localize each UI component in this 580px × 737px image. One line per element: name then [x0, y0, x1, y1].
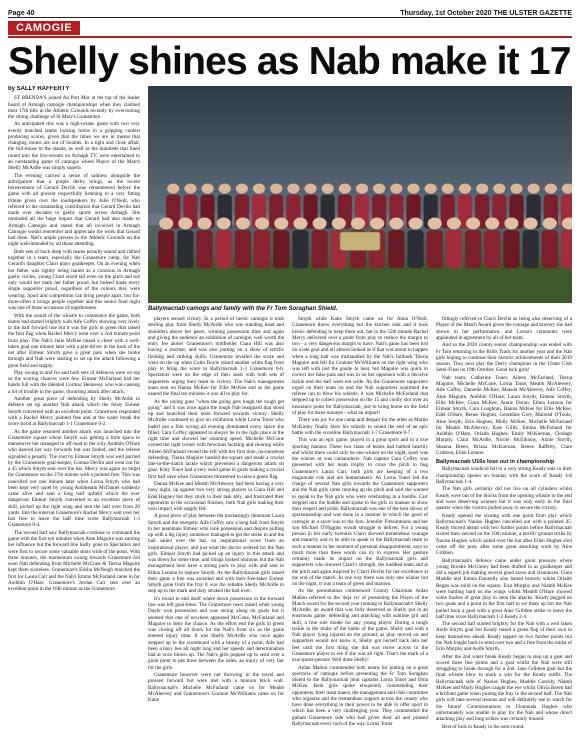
paragraph: Ballymacnab's defence came under great pressure where young Brooke McGinley had been drafted in as goalkeeper and did a superb job making several good saves and clearances. Clara Maddie and Emma Donnelly also batted bravely whilst Orlaith Regan was solid on the square. Erin Murphy and Niamh McKee were battling hard on the wings whilst Meabh O'Hare showed some flashes of great play to stem the attacks. Keady pegged on two goals and a point in the first half to set them up but the Nab pulled back a goal with a great Aine Gribben strike to leave the half time score Ballymacnab 1-2 Keady 2-4.: [436, 557, 572, 620]
paragraph: As anticipated this was a high-octane game with two very evenly matched teams locking horns in a gripping contest producing scores, given that the times we are in means that changing rooms are out of bounds. In a tight and close affair, the full-house in the stands, as well as the hundreds that lined round into the live-stream on Armagh TV, were entertained to an outstanding game of camogie where Player of the Match Shelly McArdle was simply superb.: [8, 121, 140, 172]
paragraph: Nab team: Catherine Toner, Aileen McFarland, Tierna Maguire, Michelle McCone, Lorna Toner, Meabh McAleevey, Aife Coffey, Danielle McKee, Maeula McAleevey, Aife Coffey, Aine Maguire, Aoibhin O'Hare, Laura Smyth, Eimear Smyth, Ellie McKee, Ciara McKee, Annie Doran, Ethna Lennon for Eimear Smyth, Cara Loughran, Hanna McKee for Ellie McKee, Edel O'Hare, Renee Hughes, Geraldine Grey, Mairead O'Toole, Aine Smyth, Erin Hughes, Molly McKee, Michelle McFarland for Meabh McAleevey, Kate Gillis, Emma McFarland for Aoibhin O'Hare, Orlaith Hughes, Emily McKiernan, Clodagh Murphy, Clara McArdle, Nicole McElhinny, Annie Smyth, Shauna Breen, Briana McKiernan, Renee Rafferty, Clare Gribbon, Ellen Lennon: [436, 374, 572, 456]
paragraph: With the sound of the whistle to commence the game, both teams had started brightly with Aife Coffey showing very lively in the half forward line but it was the girls in green that raised the first flag when Rachel Mercy went over a 2nd minute point from play. The Nab's Julie McKee raised a cheer with a well-taken goal one minute later with a pile-driver in the back of the net after Eimear Smyth gave a great pass when she broke through and Nab were starting to set up the attack following a great field and supply.: [8, 312, 140, 369]
paragraph: And so the 2020 county senior championship was ended with Fr Tom returning to the Brills Track for another year and the Nab girls hoping to continue their historic achievements of their 2019 season. They next play the Derry champions in the Ulster Club Semi-Final on 19th October. Good luck girls!: [436, 342, 572, 374]
paragraph: It's round to end itself where down possession in the forward line was left goal-bless. The Granemore rears raised when young Doyle won possession and was racing along on goals but it seemed that one of nowhere appeared McCone, McFarland and Maguire to deny the chance. As the effort end the girls in green was closing off all doors for the Nab's front six as the game entered injury time. It was Shelly McArdle who once again stepped up to the scoreboard with a beauty of a point, Aife had been a busy bee all night long and her speedy and determination had at once blown up. The Nab's girls popped up to send over a great point to put three between the sides, an injury of very fair for the girls.: [148, 595, 284, 671]
paragraph: players sensed victory. In a period of hectic camogie it took sterling play from Shelly McArdle who was standing head and shoulders above her peers, winning possession time and again and giving the audience an exhibition of camogie, well worth the entry fee alone! Granemore's midfielder Ciara Hill was also having a stormer, and was also putting on a show of terrific fielding and striking skills. Granemore levelled the score and went on the up when Colm Doyle raised another white flag from play to bring the score to Ballymacnab 1-3 Granemore 0-6. Spectators were on the edge of their seats with both sets of supporters urging their team to victory. The Nab's management team sent on Hanna McKee for Ellie McKee and as the game neared the final ten minutes it was all to play for.: [148, 316, 284, 398]
paragraph: Granemore however were not throwing in the towel and pressed forward but were met with a maroon brick wall. Ballymacnab's Michelle McFarland came on for Meabh McAleevey and Granemore's Grainne McWilliams came on for Katie: [148, 672, 284, 704]
paragraph: fittingly referred to Clarri Devlin as being also deserving of a Player of the Match Award given the courage and bravery she had shown in her performance, and Lorna's comments were applauded in agreement by all of her team.: [436, 316, 572, 341]
paragraph: As the saying goes "when the going gets tough the tough get going" and it was once again the tough Nab rearguard that stood up and launched their team forward towards victory. Shelly McArdle continued to give an exhibition while Lorna Toner who hadn't put a foot wrong all evening dominated every space she filled. Cara Coffey appeared to always be in the right place at the right time and showed her stunning speed. Michelle McCone owned the right corner with ferocious tackling and clearing while Aileen McFarland owned the left with her first time, no-nonsense defending. Tierna Maguire hustled the square and made a crucial late-in-the-match tackle which prevented a dangerous attack on goal. Kitty Toner had a very solid game in goals making a crucial first half save when Granemore threatened to raise a green flag.: [148, 398, 284, 480]
subheading: Ballymacnab U16s lose out in championship: [436, 459, 555, 465]
paragraph: There was joy for one camp and despair for the other as Martin McKinley finally blew his whistle to sound the end of an epic battle with the scoreline Ballymacnab 1-7 Granemore 0-7.: [292, 417, 428, 436]
paragraph: As the presentation commenced County Chairman Aidan Mallon referred to the 'deja vu' of presenting the Player of the Match award for the second year running to Ballymacnab's Shelly McArdle, an award that was fully deserved as Shelly put in an enormous game, defending and attacking with sublime grit and skill, a true role model for any young player. During a tough tackle in the midst of the battle of the game, Shelly and with a Nab player lying injured on the ground, as play moved on and supporters would not know it, Shelly got herself back into her feet until the first thing she did was move across to the Granemore player to see if she was all right. That's the mark of a true sports-person! Well done Shelly!: [292, 588, 428, 664]
paragraph: The second half started brightly for the Nab with a well taken Aoife Smyth goal but Keady raised a green flag of their own to keep themselves ahead. Keady tapped on two further points but the Nab fought back to send over two and a free from the midst of Erin Murphy and Aoife Smyth.: [436, 621, 572, 653]
paragraph: This was an epic game, played in a great spirit and in a true sporting manner. These two clans of teams had battled heartily and whilst there could only be one winner on the night, sport was the winner as was camaraderie. Nab captain Cara Coffey was presented with her team trophy to cross the pitch to hug Granemore's Laura Carr, both girls are keeping of a two magnitude role and are homemakers. As Lorna Toner led the charge of several Nab girls towards the Granemore supporters and the Nab girls came running up the pitch and said she wanted to speak to the Nab girls who were celebrating in a huddle. Carr stepped into the huddle and spoke to the girls in manner to show their respect and pride. Ballymacnab was one of the best shows of sportsmanship and was done in a manner in which the good of camogie as a sport was to the fore. Jennifer Fitzsimmons and her son Michael O'Higgins would struggle to deliver. For a young person in her early twenties Clarri showed tremendous courage and maturity and to be able to speak to the Ballymacnab team in such a manner in her moment of personal disappointment, says so much more than these words can try to express. Her gesture certainly made its impact on the Ballymacnab girls and supporters who showed Clarri's strength, the huddled team and at the pitch and again inspired by Clarri Devlin for her excellence at the end of the match. In one way there was only one winner but on the night, it was a team of green and maroon.: [292, 437, 428, 587]
team-photo: [148, 86, 572, 303]
paragraph: The second half saw Ballymacnab continue to command the game with the first ten minutes when Aine Maguire was earning her influence but the forward line badly gone to Spectators and were first to secure some valuable shots wide of the posts. With three minutes, the momentum swung towards Granemore but soon Nab defending from Michelle McCone & Tierna Maguire kept them scoreless. Granemore's Elisha McNeigh marched the first for Laura Carr and the Nab's Emma McFarland came in for Aoibhin O'Hare. Granemore's Jordan Carr sent over an excellent point in the 16th minute as the Granemore: [8, 529, 140, 592]
paragraph: The evening carried a sense of sadness alongside the anticipation that a purple derby brings, as the recent bereavement of Gerard Devlin was remembered before the game with all present respectfully listening to a very fitting tribute given over the loudspeakers by Julie O'Neill, who referred to the outstanding contribution that Gerard Devlin had made over decades to gaelic sports across Armagh. She reminded all the huge impact that Gerard had also made to Armagh Camogie and stated that all involved in Armagh Camogie would remember and appreciate the work that Gerard had done. Nab's ample presses in the Athletic Grounds on the night well-intended by all those attending.: [8, 172, 140, 248]
headline: Shelly shines as Nab make it 17: [8, 40, 571, 83]
date-line: Thursday, 1st October 2020 THE ULSTER GAZETTE: [400, 10, 572, 17]
article-column-2: [148, 316, 284, 731]
paragraph: Ballymacnab windicid fell to a very strong Keady side in their championship opener on Sunday with the score of Keady 4-8 Ballymacnab 1-4.: [436, 466, 572, 485]
team-photo-image: [148, 86, 572, 303]
page-header: [8, 6, 572, 18]
paragraph: Keady opened the scoring with one point from play which Ballymacnab's Naoise Hughes cancelled out with a pointed 45. Keady moved ahead with two further points before Ballymacnab scored their second on the 10th minute, a terrific ground strike by Naoise Hughes which sailed over the bar after Ellen Hughes shot came off the post, after some great attacking work by Aine Gribben.: [436, 512, 572, 557]
paragraph: As the game resumed another attack was launched into the Granemore square where Smyth was getting a little space to manoeuvre her managed to off-load to the wily Aoibhin O'Hare who danced her way forwards but was fouled, and the referee signalled a penalty. The shot by Eimear Smyth was well parried by the Granemore goal-keeper, Comua Devlin and went out for a 45 which Smyth sent over the bar. Mercy was again on target for Granemore on the 27th minute with a pointed free. This was cancelled out one minute later when Lorna Smyth who had been kept very quiet by young Aoibheann McDaniel suddenly came alive and sent a long ball upfield which the ever dangerous Eimear Smyth converted to an excellent piece of skill, picked up the right wing and sent the ball over from 20 yards. Into the interval Granemore's Rachel Mercy sent over her last free to leave the half time score Ballymacnab 1-3 Granemore 0-4.: [8, 428, 140, 529]
paragraph: Play swung to and fro and both sets of defences were on top so the scoring chances were few. Eimear McFarland had her hands full with the talented Cormac Hennessy who was causing a lot of trouble in the game, thwarting attack after attack.: [8, 369, 140, 395]
article-column-4: [436, 316, 572, 731]
paragraph: Best of luck to Keady in the next round.: [442, 723, 525, 730]
paragraph: After the 2nd water break Keady began to step up a gear and scored three fine points and a goal whilst the Nab were still struggling to break through for a 2nd. Jane Gribben goal but the final whistle blew to mark a win for the Keady outfit. The Ballymacnab side of Naoise Hughes, Maddie Cassidy, Niamh McKee and Molly Hughes caught the eye whilst Olivia Breen had a brilliant game when joining the fray in the second half. The Nab girls will take several lessons and will definitely use to watch for the future! Commiserations to Fionnuala Hughes who unfortunately was unable to play for the Nab and whose direct attacking play and long strikes was certainly missed.: [436, 653, 572, 723]
article-column-1: [8, 86, 140, 731]
section-label: CAMOGIE: [8, 21, 80, 35]
paragraph: A great piece of play between the increasingly dominant Laura Smyth and the energetic Aife Coffey saw a long ball from Smyth to her teammate Eimear who took possession and despite pulling up with a leg injury somehow managed to get the strike in and the ball sailed over the bar, an inspirational score from an inspirational player, and just what the doctor ordered for the Nab girls. Eimear Smyth had picked up an injury in this attack and was down for some time, and things looked ominous but the Nab management here have a strong pack to play with and sent in Ethna Lennon to replace Smyth. As the Ballymacnab girls raised their game a free was awarded and with their free-taker Eimear Smyth gone from the fray it was the reliable Shelly McArdle to step up to the mark and duly stroked the ball over.: [148, 513, 284, 595]
section-rule: [8, 36, 572, 38]
byline: by SALLY RAFFERTY: [8, 86, 70, 92]
right-area: [148, 86, 572, 731]
article-column-3: [292, 316, 428, 731]
paragraph: The Nab girls certainly did not live on all cylinders whilst Keady were out of the blocks from the opening whistle to the end and were deserving winners but it was only early in the final quarter when the visitors pulled away to secure the victory.: [436, 486, 572, 512]
subcolumns: [148, 316, 572, 731]
page-number: Page 40: [8, 10, 35, 17]
photo-caption: Ballymacnab camogs and family with the Fr Tom Soraghan Shield.: [148, 306, 338, 313]
paragraph: ST BRENDA'S joined An Port Mor at the top of the leader board of Armagh camogie championships when they claimed their 17th title in the Athletic Grounds recently by overcoming the strong challenge of St Mary's Granemore.: [8, 95, 140, 120]
paragraph: Smyth while Katie Smyth came on for Anna O'Neill. Granemore threw everything but the kitchen sink and it took heroic defending to keep them out, but in the 55th minute Rachel Mercy delivered over a point from play to reduce the margin to two - a very dangerous margin to have. Nab's game has been lost on a late goal and all almost looked as if that was about to happen when a long ball was mishandled by the Nab's fullback Tierna Maguire and fell for Grainne McWilliams on the right wing who was left with just the goalie to beat, but Maguire was quick to correct her false pass and was in on her opponent with a decisive tackle and the ball went out wide. As the Granemore supporters urged on their team on and the Nab supporters squirmed the referee ran to blow his whistle, it was Michelle McFarland that stepped up to collect possession on the 15 and coolly slot over an insurance point for Ballymacnab, just to bring home on the field of play for three minutes - what an impact!: [292, 316, 428, 416]
paragraph: Aidan Mallon commended both teams for putting on a great spectacle of camogie before presenting the Fr Tom Soraghan Shield to the Ballymacnab joint captains Lorna Toner and Orna McKee. Both girls spoke eloquently commending their opponents, their team mates, the management and club committee who organise and the tremendous support across the county who have done everything in their power to be able to offer sport in which has been a very challenging year. They commended the gallant Granemore side who had given their all and praised Ballymacnab every inch of the way. Lorna Toner: [292, 664, 428, 727]
article-body: [8, 86, 572, 731]
paragraph: Both sets of back deep with teams proudly sound and rallied together in a team, especially the Granemore camp, for Nab Gerard's daughter Clarri plays goalkeeper. On an evening when her father was rightly being hailed as a colossus in Armagh gaelic circles, young Clarri stood tall even on the pitch and not only would her mark her father proud, but indeed made every single supporter proud, regardless of the colours they were wearing. Sport and competition can bring people apart, but for-more-often it brings people together and this senior final night was one of those occasions of togetherness.: [8, 248, 140, 312]
paragraph: Danna McKee and Meabh McAleevey had been having a very busy night, up against two very strong players in Ciara Hill and Edel Hagney but they stuck to their task ably, and frustrated their opponents to the occasional finishes, both Nab girls making their own impact with supply fed.: [148, 481, 284, 512]
paragraph: Another great piece of defending by Shelly McArdle in defence set up another Nab attack which the feisty Eimear Smyth converted with an excellent point. Granemore responded with a Rachel Mercy pointed free and at the water break the score stood at Ballymacnab 1-1 Granemore 0-2.: [8, 396, 140, 428]
